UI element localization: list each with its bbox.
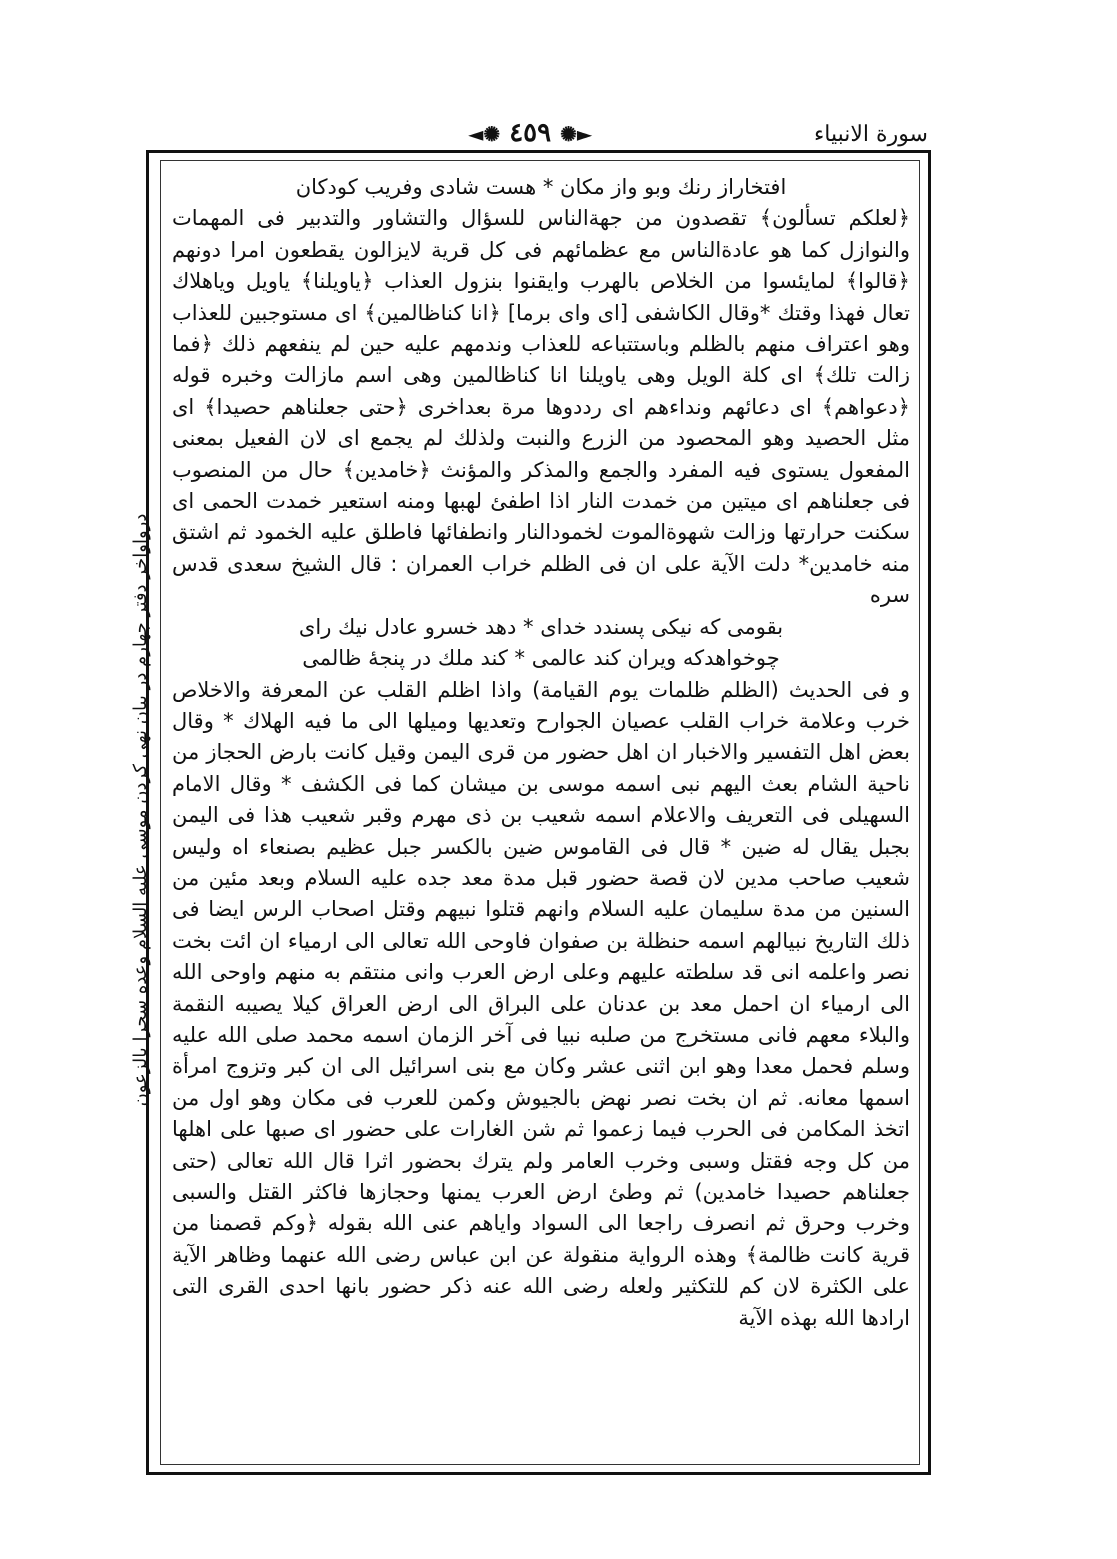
surah-title: سورة الانبياء bbox=[813, 122, 928, 147]
paragraph-1: ﴿لعلكم تسألون﴾ تقصدون من جهةالناس للسؤال والتشاور والتدبير فى المهمات والنوازل كما هو عادةالناس مع عظمائهم فى كل قرية لايزالون يقطعون امرا دونهم ﴿قالوا﴾ لمايئسوا من الخلاص بالهرب وايقنوا بنزول العذاب ﴿ياويلنا﴾ ياويل وياهلاك تعال فهذا وقتك *وقال الكاشفى [اى واى برما] ﴿انا كناظالمين﴾ اى مستوجبين للعذاب وهو اعتراف منهم بالظلم وباستتباعه للعذاب وندمهم عليه حين لم ينفعهم ذلك ﴿فما زالت تلك﴾ اى كلة الويل وهى ياويلنا انا كناظالمين وهى اسم مازالت وخبره قوله ﴿دعواهم﴾ اى دعائهم ونداءهم اى رددوها مرة بعداخرى ﴿حتى جعلناهم حصيدا﴾ اى مثل الحصيد وهو المحصود من الزرع والنبت ولذلك لم يجمع اى لان الفعيل بمعنى المفعول يستوى فيه المفرد والجمع والمذكر والمؤنث ﴿خامدين﴾ حال من المنصوب فى جعلناهم اى ميتين من خمدت النار اذا اطفئ لهبها ومنه استعير خمدت الحمى اى سكنت حرارتها وزالت شهوةالموت لخمودالنار وانطفائها فاطلق عليه الخمود ثم اشتق منه خامدين* دلت الآية على ان فى الظلم خراب العمران : قال الشيخ سعدى قدس سره bbox=[172, 206, 910, 608]
margin-note: درواواخر دفتر چهارم در بیان نهی کردن موسی علیه السلام وعده سحرا بالزعون bbox=[130, 513, 151, 1107]
verse-2: چوخواهدكه ويران كند عالمى * كند ملك در پنجۀ ظالمى bbox=[302, 646, 780, 671]
ornament-right-icon: ✺► bbox=[560, 122, 593, 146]
main-text-block bbox=[172, 172, 910, 1334]
page-number bbox=[468, 118, 592, 148]
paragraph-2: و فى الحديث (الظلم ظلمات يوم القيامة) واذا اظلم القلب عن المعرفة والاخلاص خرب وعلامة خراب القلب عصيان الجوارح وتعديها وميلها الى ما فيه الهلاك * وقال بعض اهل التفسير والاخبار ان اهل حضور من قرى اليمن وقيل كانت بارض الحجاز من ناحية الشام بعث اليهم نبى اسمه موسى بن ميشان كما فى الكشف * وقال الامام السهيلى فى التعريف والاعلام اسمه شعيب بن ذى مهرم وقبر شعيب هذا فى اليمن بجبل يقال له ضين * قال فى القاموس ضين بالكسر جبل عظيم بصنعاء اه وليس شعيب صاحب مدين لان قصة حضور قبل مدة معد جده عليه السلام وبعد مئين من السنين من مدة سليمان عليه السلام وانهم قتلوا نبيهم وقتل اصحاب الرس ايضا فى ذلك التاريخ نبيالهم اسمه حنظلة بن صفوان فاوحى الله تعالى الى ارمياء ان ائت بخت نصر واعلمه انى قد سلطته عليهم وعلى ارض العرب وانى منتقم به منهم واوحى الله الى ارمياء ان احمل معد بن عدنان على البراق الى ارض العراق كيلا يصيبه النقمة والبلاء معهم فانى مستخرج من صلبه نبيا فى آخر الزمان اسمه محمد صلى الله عليه وسلم فحمل معدا وهو ابن اثنى عشر وكان مع بنى اسرائيل الى ان كبر وتزوج امرأة اسمها معانه. ثم ان بخت نصر نهض بالجيوش وكمن للعرب فى مكان وهو اول من اتخذ المكامن فى الحرب فيما زعموا ثم شن الغارات على حضور اى صبها على اهلها من كل وجه فقتل وسبى وخرب العامر ولم يترك بحضور اثرا قال الله تعالى (حتى جعلناهم حصيدا خامدين) ثم وطئ ارض العرب يمنها وحجازها فاكثر القتل والسبى وخرب وحرق ثم انصرف راجعا الى السواد واياهم عنى الله بقوله ﴿وكم قصمنا من قرية كانت ظالمة﴾ وهذه الرواية منقولة عن ابن عباس رضى الله عنهما وظاهر الآية على الكثرة لان كم للتكثير ولعله رضى الله عنه ذكر حضور بانها احدى القرى التى ارادها الله بهذه الآية bbox=[172, 677, 910, 1330]
page-number-value: ٤٥٩ bbox=[509, 118, 552, 148]
verse-1: بقومى كه نيكى پسندد خداى * دهد خسرو عادل نيك راى bbox=[298, 614, 784, 639]
verse-top: افتخاراز رنك وبو واز مكان * هست شادى وفريب كودكان bbox=[295, 175, 787, 199]
ornament-left-icon: ◄✺ bbox=[468, 122, 501, 146]
